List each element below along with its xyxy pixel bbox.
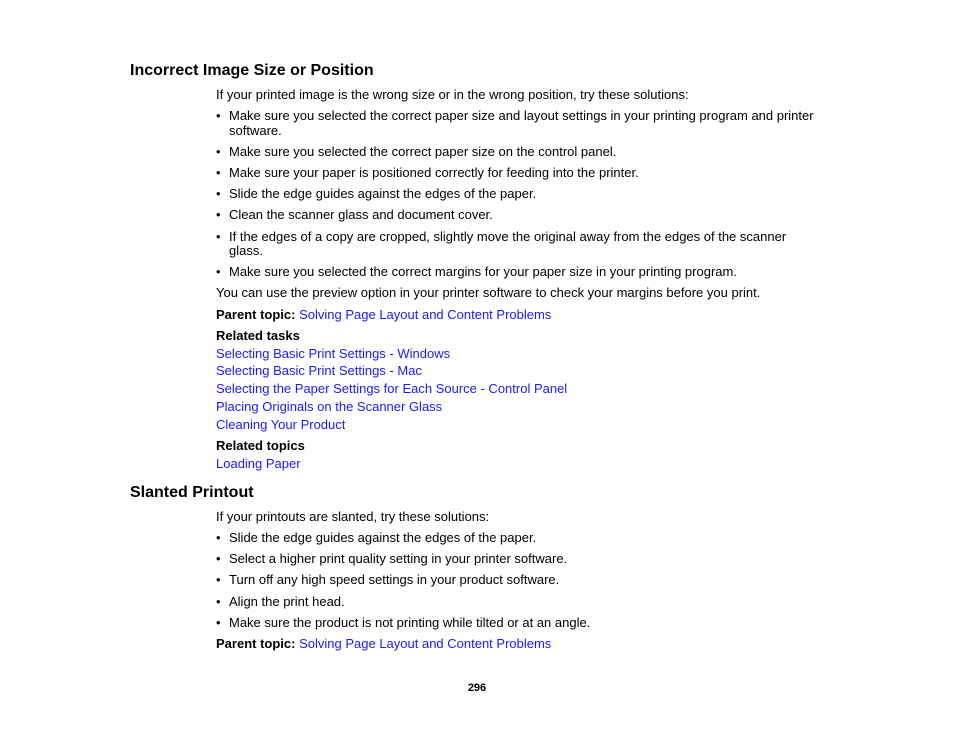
- related-task-link[interactable]: Selecting Basic Print Settings - Mac: [216, 363, 422, 378]
- related-task-link[interactable]: Placing Originals on the Scanner Glass: [216, 399, 443, 414]
- bullet-icon: •: [216, 572, 221, 587]
- bullet-icon: •: [216, 144, 221, 159]
- bullet-icon: •: [216, 186, 221, 201]
- bullet-icon: •: [216, 229, 221, 244]
- bullet-icon: •: [216, 594, 221, 609]
- parent-topic: [216, 636, 551, 651]
- related-topics-heading: Related topics: [216, 438, 305, 453]
- parent-topic-label: Parent topic:: [216, 307, 296, 322]
- margin-note: You can use the preview option in your printer software to check your margins before you print.: [216, 285, 761, 300]
- section-intro: If your printed image is the wrong size or in the wrong position, try these solutions:: [216, 87, 689, 102]
- bullet-icon: •: [216, 551, 221, 566]
- section-intro: If your printouts are slanted, try these solutions:: [216, 509, 490, 524]
- section-heading-slanted-printout: Slanted Printout: [130, 484, 254, 501]
- bullet-icon: •: [216, 108, 221, 123]
- bullet-icon: •: [216, 264, 221, 279]
- parent-topic-link[interactable]: Solving Page Layout and Content Problems: [299, 307, 552, 322]
- parent-topic-link[interactable]: Solving Page Layout and Content Problems: [299, 636, 552, 651]
- related-topic-link[interactable]: Loading Paper: [216, 456, 301, 471]
- bullet-icon: •: [216, 615, 221, 630]
- related-task-link[interactable]: Cleaning Your Product: [216, 417, 346, 432]
- page-number: 296: [467, 682, 487, 694]
- bullet-icon: •: [216, 165, 221, 180]
- parent-topic: [216, 307, 551, 322]
- related-task-link[interactable]: Selecting Basic Print Settings - Windows: [216, 346, 451, 361]
- parent-topic-label: Parent topic:: [216, 636, 296, 651]
- section-heading-incorrect-image-size: Incorrect Image Size or Position: [130, 62, 374, 79]
- bullet-icon: •: [216, 530, 221, 545]
- bullet-icon: •: [216, 207, 221, 222]
- related-task-link[interactable]: Selecting the Paper Settings for Each Source - Control Panel: [216, 381, 568, 396]
- related-tasks-heading: Related tasks: [216, 328, 300, 343]
